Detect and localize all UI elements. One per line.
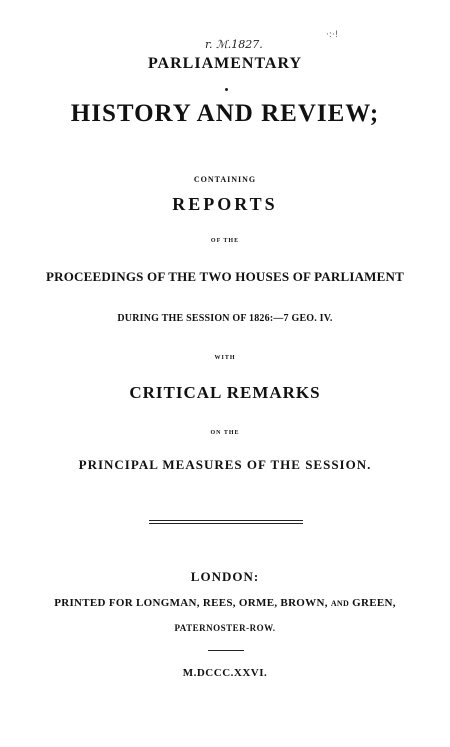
handwritten-note: r. ℳ.1827. [205,38,263,51]
principal-measures-line: PRINCIPAL MEASURES OF THE SESSION. [78,457,372,472]
of-the-label: OF THE [210,238,240,244]
imprint-year: M.DCCC.XXVI. [182,667,268,679]
reports-heading: REPORTS [172,194,278,214]
critical-remarks-heading: CRITICAL REMARKS [129,383,321,402]
with-label: WITH [214,355,236,361]
printer-and: AND [330,599,350,608]
double-rule-bottom [149,523,303,524]
imprint-address: PATERNOSTER-ROW. [174,623,276,633]
imprint-printer [0,597,450,609]
on-the-label: ON THE [210,430,240,436]
session-line: DURING THE SESSION OF 1826:—7 GEO. IV. [117,313,333,324]
ink-specks: ·:·! [326,30,339,40]
ornament-dot [225,88,228,91]
short-rule [208,650,244,651]
printer-suffix: GREEN, [352,597,396,609]
title-line-1: PARLIAMENTARY [147,55,303,72]
double-rule-top [149,520,303,521]
title-line-2: HISTORY AND REVIEW; [70,100,380,127]
printer-prefix: PRINTED FOR LONGMAN, REES, ORME, BROWN, [54,597,328,609]
imprint-city: LONDON: [190,569,260,584]
containing-label: CONTAINING [193,175,257,184]
proceedings-line: PROCEEDINGS OF THE TWO HOUSES OF PARLIAMENT [46,269,404,284]
